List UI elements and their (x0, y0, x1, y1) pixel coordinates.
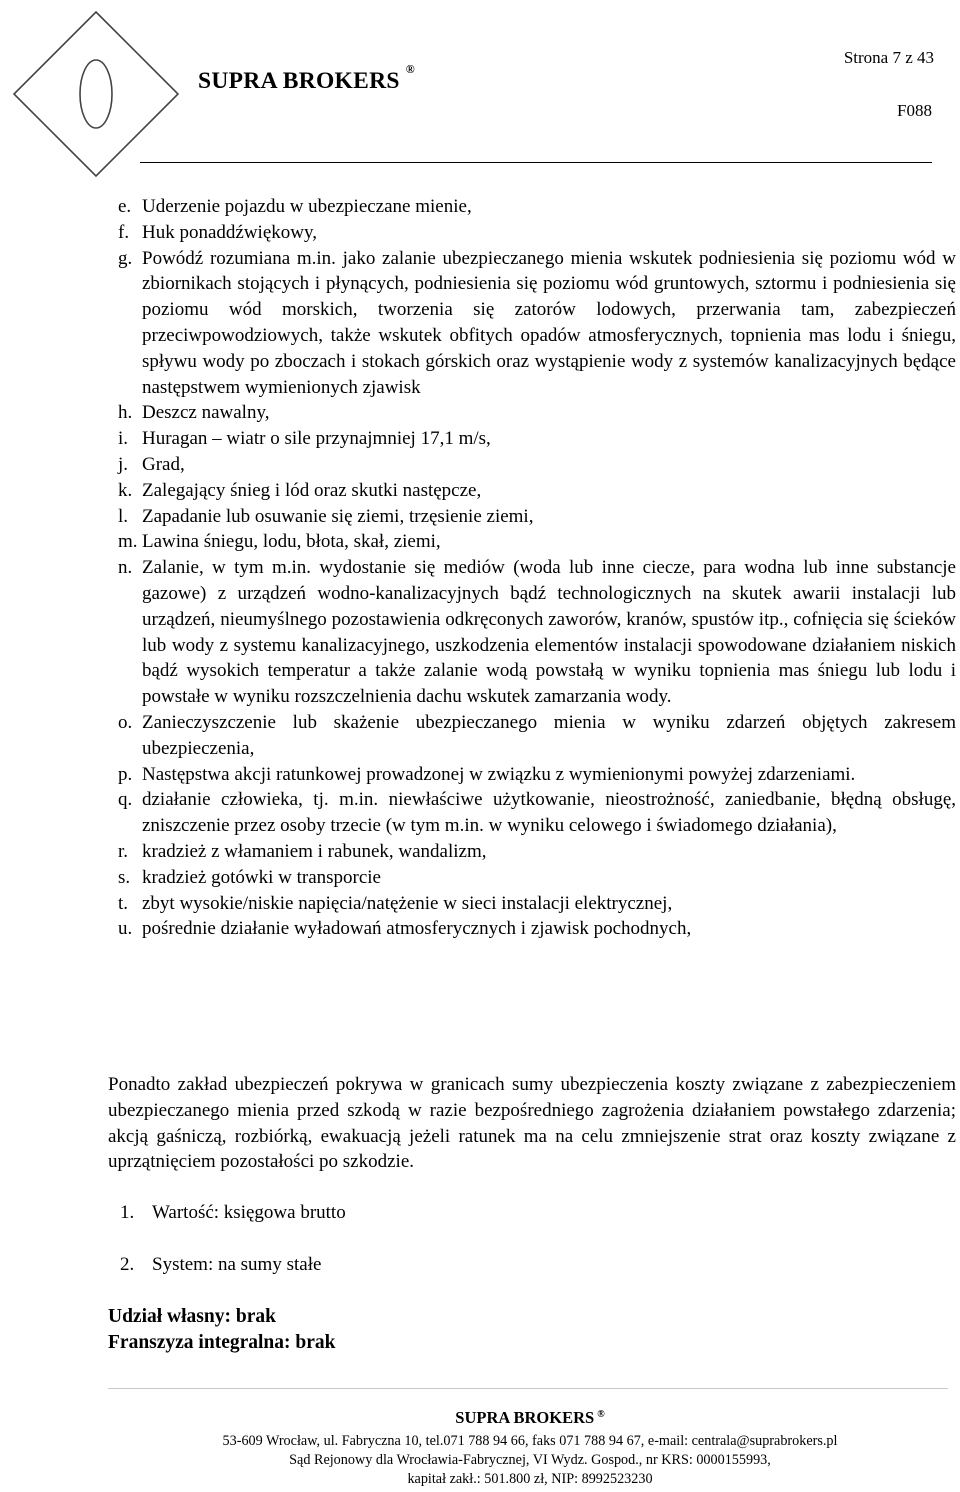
list-item: k. Zalegający śnieg i lód oraz skutki następcze, (118, 479, 482, 501)
header-divider (140, 162, 932, 163)
list-item: g. Powódź rozumiana m.in. jako zalanie ubezpieczanego mienia wskutek podniesienia się poziomu wód w zbiornikach stojących i płynących, podniesienia się poziomu wód gruntowych, sztormu i podniesienia się poziomu wód morskich, tworzenia się zatorów lodowych, przerwania tam, zabezpieczeń przeciwpowodziowych, także wskutek obfitych opadów atmosferycznych, topnienia mas lodu i śniegu, spływu wody po zboczach i stokach górskich oraz wystąpienie wody z systemów kanalizacyjnych będące następstwem wymienionych zjawisk (118, 247, 956, 398)
list-item: p. Następstwa akcji ratunkowej prowadzonej w związku z wymienionymi powyżej zdarzeniami. (118, 763, 856, 785)
footer-brand: SUPRA BROKERS ® (455, 1408, 605, 1427)
franchise-line: Franszyza integralna: brak (108, 1332, 336, 1353)
numbered-item-system: 2. System: na sumy stałe (120, 1254, 322, 1275)
header-brand: SUPRA BROKERS ® (198, 62, 415, 94)
document-code: F088 (897, 101, 932, 120)
list-item: l. Zapadanie lub osuwanie się ziemi, trzęsienie ziemi, (118, 505, 534, 527)
footer-capital: kapitał zakł.: 501.800 zł, NIP: 8992523230 (407, 1471, 653, 1487)
list-item: n. Zalanie, w tym m.in. wydostanie się mediów (woda lub inne ciecze, para wodna lub inne substancje gazowe) z urządzeń wodno-kanalizacyjnych bądź technologicznych na skutek awarii instalacji lub urządzeń, nieumyślnego pozostawienia odkręconych zaworów, kranów, spustów itp., cofnięcia się ścieków lub wody z systemu kanalizacyjnego, uszkodzenia elementów instalacji spowodowane działaniem niskich bądź wysokich temperatur a także zalanie wodą powstałą w wyniku topnienia mas śniegu lub lodu i powstałe w wyniku rozszczelnienia dachu wskutek zamarzania wody. (118, 557, 956, 708)
list-item: e. Uderzenie pojazdu w ubezpieczane mienie, (118, 196, 472, 217)
list-item: r. kradzież z włamaniem i rabunek, wandalizm, (118, 840, 487, 862)
page-number: Strona 7 z 43 (843, 48, 934, 67)
list-item: u. pośrednie działanie wyładowań atmosferycznych i zjawisk pochodnych, (118, 918, 692, 940)
list-item: j. Grad, (118, 453, 185, 475)
list-item: s. kradzież gotówki w transporcie (118, 866, 381, 888)
list-item: i. Huragan – wiatr o sile przynajmniej 17,1 m/s, (118, 428, 491, 450)
numbered-item-value: 1. Wartość: księgowa brutto (120, 1202, 346, 1223)
coverage-paragraph: Ponadto zakład ubezpieczeń pokrywa w granicach sumy ubezpieczenia koszty związane z zabezpieczeniem ubezpieczanego mienia przed szkodą w razie bezpośredniego zagrożenia działaniem powstałego zdarzenia; akcją gaśniczą, rozbiórką, ewakuacją jeżeli ratunek ma na celu zmniejszenie strat oraz koszty związane z uprzątnięciem pozostałości po szkodzie. (108, 1074, 956, 1173)
footer-address: 53-609 Wrocław, ul. Fabryczna 10, tel.071 788 94 66, faks 071 788 94 67, e-mail: centrala@suprabrokers.pl (222, 1433, 838, 1449)
footer-divider (108, 1388, 948, 1389)
deductible-line: Udział własny: brak (108, 1306, 276, 1327)
list-item: h. Deszcz nawalny, (118, 402, 270, 424)
list-item: f. Huk ponaddźwiękowy, (118, 221, 318, 243)
list-item: m. Lawina śniegu, lodu, błota, skał, ziemi, (118, 531, 441, 553)
supra-brokers-logo (10, 8, 182, 180)
list-item: q. działanie człowieka, tj. m.in. niewłaściwe użytkowanie, nieostrożność, zaniedbanie, błędną obsługę, zniszczenie przez osoby trzecie (w tym m.in. w wyniku celowego i świadomego działania), (118, 789, 956, 837)
list-item: o. Zanieczyszczenie lub skażenie ubezpieczanego mienia w wyniku zdarzeń objętych zakresem ubezpieczenia, (118, 711, 956, 759)
list-item: t. zbyt wysokie/niskie napięcia/natężenie w sieci instalacji elektrycznej, (118, 892, 673, 914)
risk-list (118, 194, 956, 942)
footer-registry: Sąd Rejonowy dla Wrocławia-Fabrycznej, VI Wydz. Gospod., nr KRS: 0000155993, (289, 1452, 771, 1468)
